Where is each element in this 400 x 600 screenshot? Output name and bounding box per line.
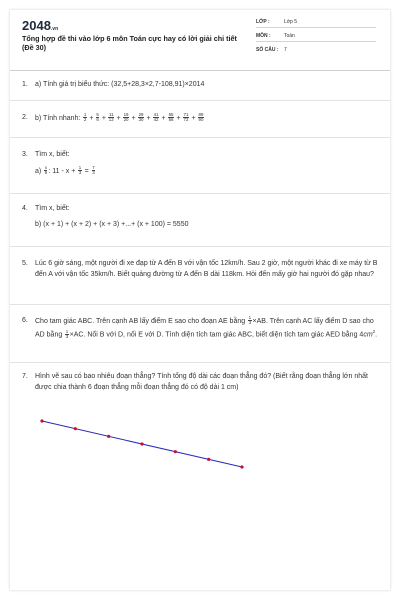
fraction: $\frac{5}{6}$: [96, 112, 99, 123]
line-segment-figure: [36, 405, 276, 475]
question-number: 5.: [22, 260, 28, 267]
question-divider: [10, 304, 390, 305]
plus-sign: +: [101, 114, 106, 122]
question-number: 4.: [22, 205, 28, 212]
segment-point: [74, 427, 77, 430]
site-logo[interactable]: 2048.vn: [22, 18, 59, 33]
question-divider: [10, 137, 390, 138]
meta-grade: LỚP : Lớp 5: [256, 19, 297, 25]
question-number: 2.: [22, 114, 28, 121]
equation: a) $\frac{x}{9}$ : 11 - x + $\frac{1}{3}$ = $\frac{7}{3}$: [35, 164, 95, 175]
question-text: Cho tam giác ABC. Trên cạnh AB lấy điểm E sao cho đoạn AE bằng $\frac{1}{3}$ ×AB. Trên cạnh AC lấy điểm D sao cho AD bằng $\frac{1}{3}$ ×AC. Nối B với D, nối E với D. Tính diện tích tam giác ABC, biết diện tích tam giác AED bằng $4cm^2$.: [35, 315, 378, 340]
fraction: $\frac{19}{20}$: [123, 112, 129, 123]
fraction: $\frac{71}{72}$: [183, 112, 189, 123]
question-2: [22, 113, 378, 124]
question-text: Tìm x, biết:: [35, 151, 70, 158]
question-text: b) Tính nhanh: $\frac{1}{2}$ + $\frac{5}{6}$ + $\frac{11}{12}$ + $\frac{19}{20}$ + $\frac{29}{30}$ + $\frac{41}{42}$ + $\frac{55}{56}$ + $\frac{71}{72}$ + $\frac{89}{90}$: [35, 112, 204, 123]
worksheet-page: [10, 10, 390, 590]
question-divider: [10, 100, 390, 101]
plus-sign: +: [89, 114, 94, 122]
fraction: $\frac{11}{12}$: [108, 112, 114, 123]
segment-point: [140, 442, 143, 445]
question-text: Lúc 6 giờ sáng, một người đi xe đạp từ A đến B với vận tốc 12km/h. Sau 2 giờ, một người khác đi xe máy từ B đến A với vận tốc 35km/h. Biết quảng đường từ A đến B dài 118km. Hỏi đến mấy giờ hai người đó gặp nhau?: [35, 260, 378, 278]
segment-point: [107, 435, 110, 438]
question-3: [22, 150, 378, 177]
segment-point: [174, 450, 177, 453]
plus-sign: +: [191, 114, 196, 122]
plus-sign: +: [161, 114, 166, 122]
worksheet-header: [10, 10, 390, 68]
plus-sign: +: [116, 114, 121, 122]
question-number: 7.: [22, 373, 28, 380]
document-title: Tổng hợp đề thi vào lớp 6 môn Toán cực hay có lời giải chi tiết (Đề 30): [22, 34, 237, 52]
segment-point: [40, 419, 43, 422]
question-4: [22, 204, 378, 230]
plus-sign: +: [176, 114, 181, 122]
question-number: 6.: [22, 317, 28, 324]
question-7: [22, 372, 378, 393]
fraction: $\frac{41}{42}$: [153, 112, 159, 123]
question-5: [22, 259, 378, 280]
meta-question-count: SỐ CÂU : 7: [256, 47, 287, 53]
question-divider: [10, 362, 390, 363]
fraction: $\frac{1}{2}$: [83, 112, 87, 123]
question-text: a) Tính giá trị biểu thức: (32,5+28,3×2,7-108,91)×2014: [35, 81, 205, 88]
question-text: Hình vẽ sau có bao nhiêu đoạn thẳng? Tính tổng độ dài các đoạn thẳng đó? (Biết rằng đoạn thẳng lớn nhất được chia thành 6 đoạn thẳng mỗi đoạn thẳng đó có độ dài 1 cm): [35, 373, 368, 391]
fraction: $\frac{29}{30}$: [138, 112, 144, 123]
question-divider: [10, 246, 390, 247]
question-number: 3.: [22, 151, 28, 158]
question-1: [22, 80, 378, 91]
fraction: $\frac{55}{56}$: [168, 112, 174, 123]
question-text: Tìm x, biết:: [35, 205, 70, 212]
plus-sign: +: [131, 114, 136, 122]
fraction: $\frac{89}{90}$: [198, 112, 204, 123]
question-6: [22, 316, 378, 341]
segment-point: [240, 465, 243, 468]
meta-subject: MÔN : Toán: [256, 33, 295, 39]
question-divider: [10, 193, 390, 194]
question-number: 1.: [22, 81, 28, 88]
equation: b) (x + 1) + (x + 2) + (x + 3) +...+ (x + 100) = 5550: [35, 220, 189, 228]
plus-sign: +: [146, 114, 151, 122]
segment-point: [207, 458, 210, 461]
header-divider: [10, 70, 390, 71]
